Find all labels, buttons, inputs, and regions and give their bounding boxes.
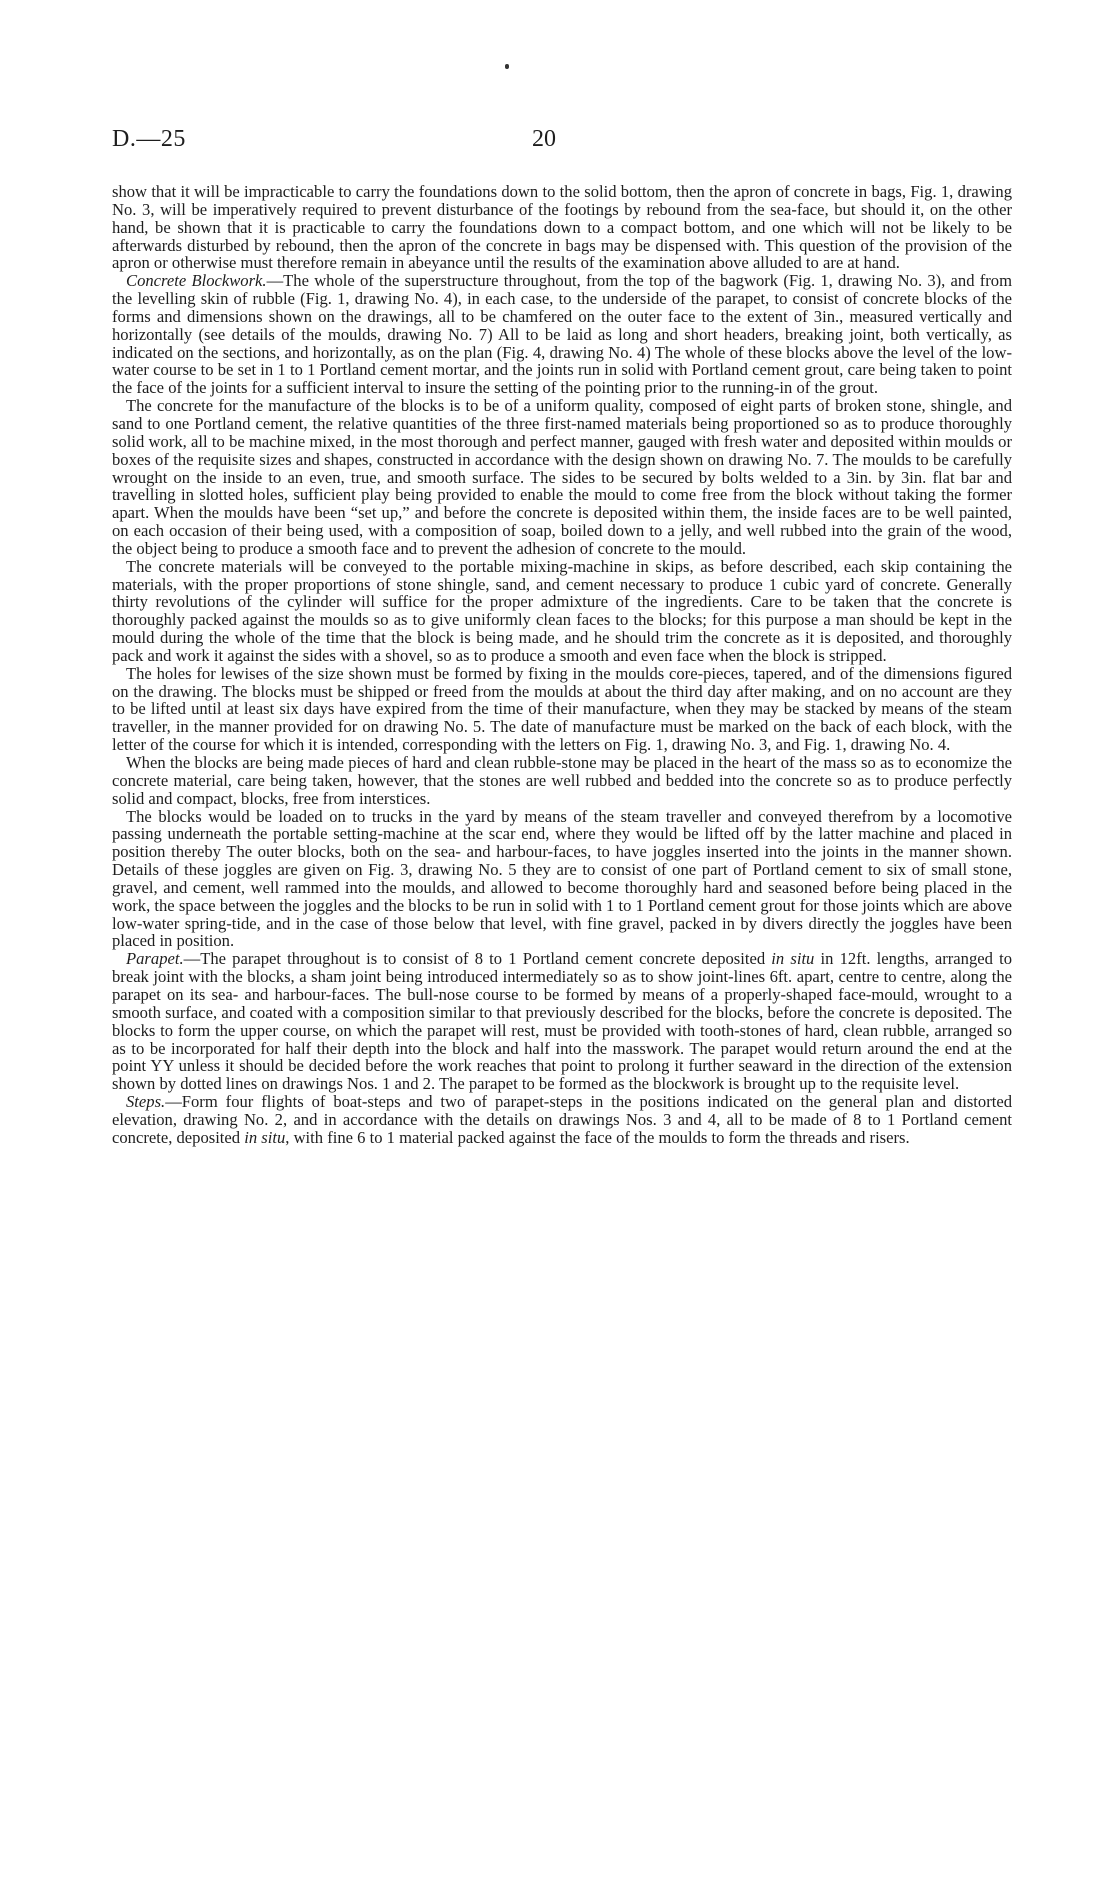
paragraph-text: —Form four flights of boat-steps and two of parapet-steps in the positions indicated on the general plan and distorted elevation, drawing No. 2, and in accordance with the details on drawings Nos. 3 and 4, all to be made of 8 to 1 Portland cement concrete, deposited <box>112 1092 1012 1147</box>
paragraph-text: in 12ft. lengths, arranged to break joint with the blocks, a sham joint being introduced intermediately so as to show joint-lines 6ft. apart, centre to centre, along the parapet on its sea- and harbour-faces. The bull-nose course to be formed by means of a properly-shaped face-mould, wrought to a smooth surface, and coated with a composition similar to that previously described for the blocks, before the concrete is deposited. The blocks to form the upper course, on which the parapet will rest, must be provided with tooth-stones of hard, clean rubble, arranged so as to be incorporated for half their depth into the block and half into the masswork. The parapet would return around the end at the point YY unless it should be decided before the work reaches that point to prolong it further seaward in the direction of the extension shown by dotted lines on drawings Nos. 1 and 2. The parapet to be formed as the blockwork is brought up to the requisite level. <box>112 949 1013 1094</box>
section-heading-steps: Steps. <box>126 1092 166 1112</box>
paragraph <box>112 754 1012 808</box>
paragraph-steps <box>112 1093 1012 1147</box>
document-reference: D.—25 <box>112 126 186 152</box>
paragraph-text: —The parapet throughout is to consist of 8 to 1 Portland cement concrete deposited <box>183 949 772 969</box>
page-header <box>112 126 1012 156</box>
paragraph-text: show that it will be impracticable to carry the foundations down to the solid bottom, then the apron of concrete in bags, Fig. 1, drawing No. 3, will be imperatively required to prevent disturbance of the footings by rebound from the sea-face, but should it, on the other hand, be shown that it is practicable to carry the foundations down to a compact bottom, and one which will not be likely to be afterwards disturbed by rebound, then the apron of the concrete in bags may be dispensed with. This question of the provision of the apron or otherwise must therefore remain in abeyance until the results of the examination above alluded to are at hand. <box>112 182 1012 273</box>
paragraph-text: The concrete for the manufacture of the blocks is to be of a uniform quality, composed of eight parts of broken stone, shingle, and sand to one Portland cement, the relative quantities of the three first-named materials being proportioned so as to produce thoroughly solid work, all to be machine mixed, in the most thorough and perfect manner, gauged with fresh water and deposited within moulds or boxes of the requisite sizes and shapes, constructed in accordance with the design shown on drawing No. 7. The moulds to be carefully wrought on the inside to an even, true, and smooth surface. The sides to be secured by bolts welded to a 3in. by 3in. flat bar and travelling in slotted holes, sufficient play being provided to enable the mould to come free from the block without taking the former apart. When the moulds have been “set up,” and before the concrete is deposited within them, the inside faces are to be well painted, on each occasion of their being used, with a composition of soap, boiled down to a jelly, and well rubbed into the grain of the wood, the object being to produce a smooth face and to prevent the adhesion of concrete to the mould. <box>112 396 1012 558</box>
paragraph-text: When the blocks are being made pieces of hard and clean rubble-stone may be placed in the heart of the mass so as to economize the concrete material, care being taken, however, that the stones are well rubbed and bedded into the concrete so as to produce perfectly solid and compact, blocks, free from interstices. <box>112 753 1012 808</box>
paragraph-continuation <box>112 183 1012 272</box>
paragraph <box>112 665 1012 754</box>
paragraph-text: The blocks would be loaded on to trucks in the yard by means of the steam traveller and conveyed therefrom by a locomotive passing underneath the portable setting-machine at the scar end, where they would be lifted off by the latter machine and placed in position thereby The outer blocks, both on the sea- and harbour-faces, to have joggles inserted into the joints in the manner shown. Details of these joggles are given on Fig. 3, drawing No. 5 they are to consist of one part of Portland cement to six of small stone, gravel, and cement, well rammed into the moulds, and allowed to become thoroughly hard and seasoned before being placed in the work, the space between the joggles and the blocks to be run in solid with 1 to 1 Portland cement grout for those joints which are above low-water spring-tide, and in the case of those below that level, with fine gravel, packed in by divers directly the joggles have been placed in position. <box>112 806 1013 951</box>
italic-term: in situ <box>244 1127 286 1147</box>
paragraph-text: —The whole of the superstructure throughout, from the top of the bagwork (Fig. 1, drawing No. 3), and from the levelling skin of rubble (Fig. 1, drawing No. 4), in each case, to the underside of the parapet, to consist of concrete blocks of the forms and dimensions shown on the drawings, all to be chamfered on the outer face to the extent of 3in., measured vertically and horizontally (see details of the moulds, drawing No. 7) All to be laid as long and short headers, breaking joint, both vertically, as indicated on the sections, and horizontally, as on the plan (Fig. 4, drawing No. 4) The whole of these blocks above the level of the low-water course to be set in 1 to 1 Portland cement mortar, and the joints run in solid with Portland cement grout, care being taken to point the face of the joints for a sufficient interval to insure the setting of the pointing prior to the running-in of the grout. <box>112 271 1012 398</box>
paragraph <box>112 808 1012 951</box>
paragraph-parapet <box>112 950 1012 1093</box>
body-text <box>112 183 1012 1147</box>
paragraph-concrete-blockwork <box>112 272 1012 397</box>
italic-term: in situ <box>771 949 815 969</box>
page-number: 20 <box>532 126 556 152</box>
section-heading-parapet: Parapet. <box>126 949 184 969</box>
section-heading-concrete-blockwork: Concrete Blockwork. <box>126 271 267 291</box>
paragraph-text: The concrete materials will be conveyed to the portable mixing-machine in skips, as before described, each skip containing the materials, with the proper proportions of stone shingle, sand, and cement necessary to produce 1 cubic yard of concrete. Generally thirty revolutions of the cylinder will suffice for the proper admixture of the ingredients. Care to be taken that the concrete is thoroughly packed against the moulds so as to give uniformly clean faces to the blocks; for this purpose a man should be kept in the mould during the whole of the time that the block is being made, and he should trim the concrete as it is deposited, and thoroughly pack and work it against the sides with a shovel, so as to produce a smooth and even face when the block is stripped. <box>112 556 1012 665</box>
paragraph <box>112 558 1012 665</box>
ink-mark <box>505 64 509 69</box>
paragraph-text: The holes for lewises of the size shown must be formed by fixing in the moulds core-pieces, tapered, and of the dimensions figured on the drawing. The blocks must be shipped or freed from the moulds at about the third day after making, and on no account are they to be lifted until at least six days have expired from the time of their manufacture, when they may be stacked by means of the steam traveller, in the manner provided for on drawing No. 5. The date of manufacture must be marked on the back of each block, with the letter of the course for which it is intended, corresponding with the letters on Fig. 1, drawing No. 3, and Fig. 1, drawing No. 4. <box>112 663 1012 755</box>
paragraph-text: , with fine 6 to 1 material packed against the face of the moulds to form the threads and risers. <box>285 1127 910 1147</box>
paragraph <box>112 397 1012 558</box>
